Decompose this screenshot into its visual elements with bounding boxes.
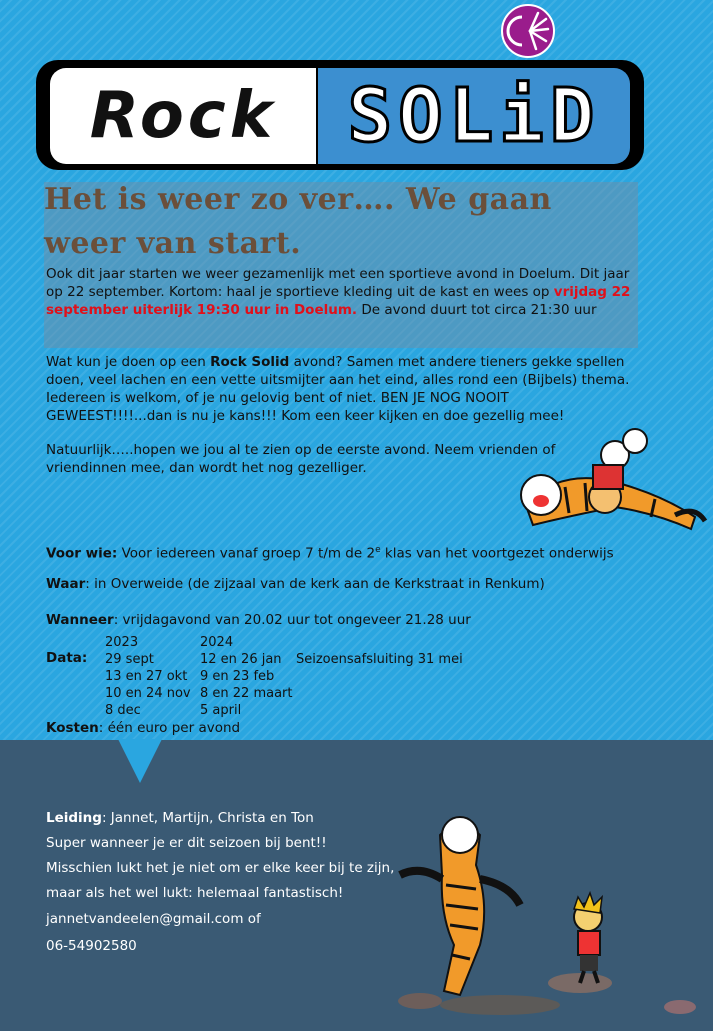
date-item: 2023 [105,635,139,650]
intro-paragraph [46,265,636,319]
date-item: 12 en 26 jan [200,652,282,667]
voor-wie-text: Voor iedereen vanaf groep 7 t/m de 2 [117,545,376,562]
bottom-line-3: Misschien lukt het je niet om er elke keer bij te zijn, [46,860,395,876]
kosten-text: : één euro per avond [98,720,241,736]
logo-word-solid: SOLiD [347,73,601,159]
bottom-line-2: Super wanneer je er dit seizoen bij bent!! [46,835,327,851]
data-label: Data: [46,650,88,666]
speech-pointer [118,739,162,783]
logo-emblem-icon [500,3,556,59]
headline: Het is weer zo ver…. We gaan weer van start. [44,182,552,261]
date-item: 10 en 24 nov [105,686,191,701]
intro-highlight: vrijdag 22 september uiterlijk 19:30 uur in Doelum. [46,284,631,318]
date-item: 8 dec [105,703,141,718]
leiding-label: Leiding [46,810,102,826]
kosten-line [46,719,240,737]
dates-2024 [200,634,293,719]
date-item: 8 en 22 maart [200,686,293,701]
wanneer-label: Wanneer [46,612,114,628]
waar-line [46,575,545,593]
activities-text-2: avond? Samen met andere tieners gekke spellen doen, veel lachen en een vette uitsmijter aan het eind, alles rond een (Bijbels) thema. Iedereen is welkom, of je nu gelovig bent of niet. BEN JE NOG NOOIT GEWEEST!!!!...dan is nu je kans!!! Kom een keer kijken en doe gezellig mee! [46,354,630,424]
dates-2023 [105,634,191,719]
date-item: 5 april [200,703,242,718]
date-item: 2024 [200,635,234,650]
logo-left-panel [50,68,316,164]
invite-paragraph: Natuurlijk…..hopen we jou al te zien op de eerste avond. Neem vrienden of vriendinnen mee, dan wordt het nog gezelliger. [46,442,556,476]
activities-paragraph [46,353,636,425]
contact-email[interactable]: jannetvandeelen@gmail.com of [46,911,261,927]
logo-right-panel [318,68,630,164]
leiding-text: : Jannet, Martijn, Christa en Ton [101,810,314,826]
voor-wie-label: Voor wie: [46,545,118,562]
logo-word-rock: Rock [89,79,277,153]
waar-text: : in Overweide (de zijzaal van de kerk aan de Kerkstraat in Renkum) [85,576,545,592]
contact-phone[interactable]: 06-54902580 [46,938,137,954]
wanneer-text: : vrijdagavond van 20.02 uur tot ongeveer 21.28 uur [113,612,471,628]
leiding-line [46,810,314,826]
voor-wie-sup: e [375,545,381,555]
waar-label: Waar [46,576,86,592]
season-closing: Seizoensafsluiting 31 mei [296,652,463,667]
date-item: 9 en 23 feb [200,669,275,684]
calvin-hobbes-walking-illustration [380,805,710,1025]
activities-bold: Rock Solid [210,354,290,370]
date-item: 13 en 27 okt [105,669,188,684]
intro-text-2: De avond duurt tot circa 21:30 uur [357,302,597,318]
voor-wie-text-2: klas van het voortgezet onderwijs [380,545,614,562]
voor-wie-line [46,541,614,563]
wanneer-line [46,611,471,629]
bottom-line-4: maar als het wel lukt: helemaal fantastisch! [46,885,344,901]
calvin-hobbes-lying-illustration [505,425,710,543]
kosten-label: Kosten [46,720,99,736]
intro-text-1: Ook dit jaar starten we weer gezamenlijk met een sportieve avond in Doelum. Dit jaar op 22 september. Kortom: haal je sportieve kleding uit de kast en wees op [46,266,630,300]
activities-text-1: Wat kun je doen op een [46,354,211,370]
date-item: 29 sept [105,652,154,667]
